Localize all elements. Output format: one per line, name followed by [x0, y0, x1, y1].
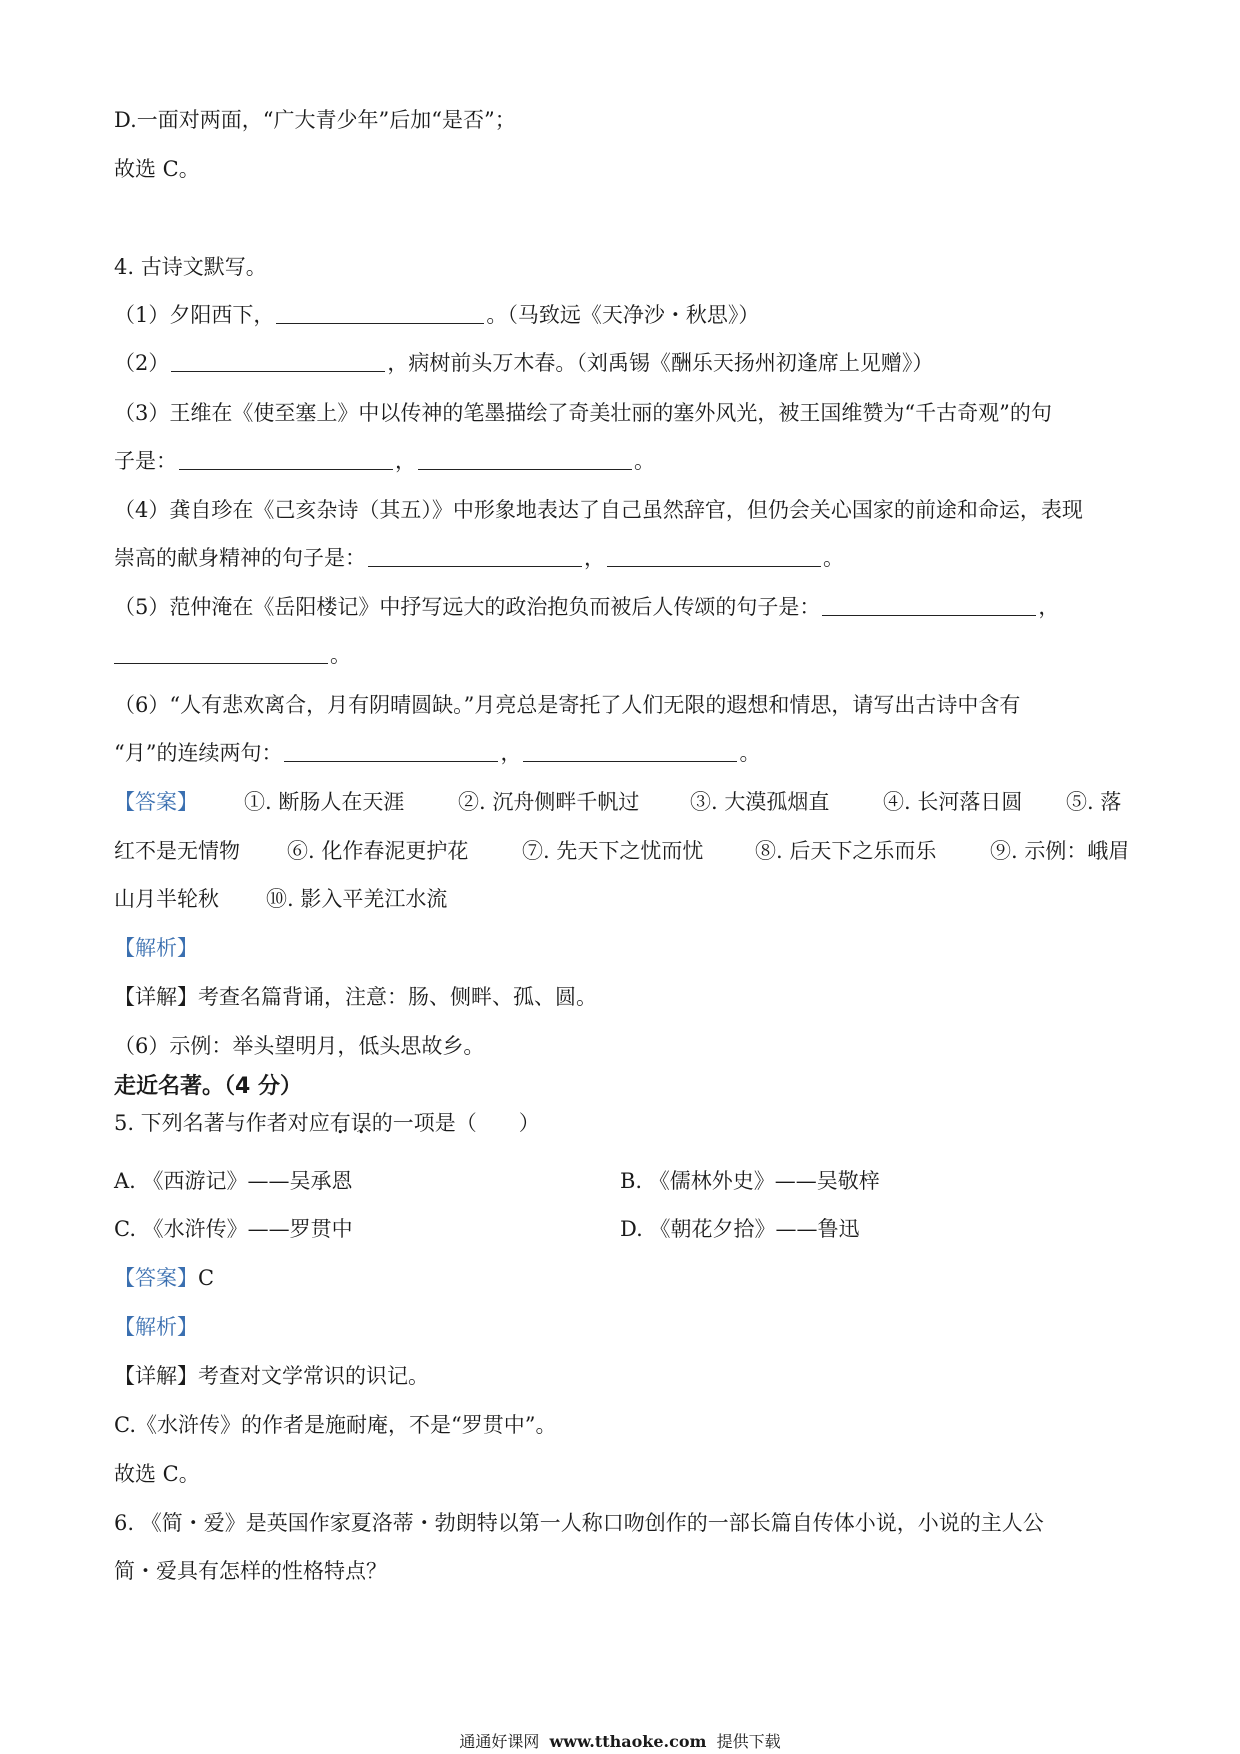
q5-answer-value: C [198, 1266, 215, 1290]
q4-detail: 【详解】考查名篇背诵，注意：肠、侧畔、孤、圆。 [114, 985, 597, 1009]
q5-stem-text: 5. 下列名著与作者对应 [114, 1111, 330, 1135]
q4-part3-line1: （3）王维在《使至塞上》中以传神的笔墨描绘了奇美壮丽的塞外风光，被王国维赞为“千古奇观”的句 [114, 401, 1052, 425]
q6-line2: 简・爱具有怎样的性格特点？ [114, 1559, 387, 1583]
q4-title: 4. 古诗文默写。 [114, 255, 267, 279]
q4-part5-prefix: （5）范仲淹在《岳阳楼记》中抒写远大的政治抱负而被后人传颂的句子是： [114, 595, 821, 619]
q5-option-c: C. 《水浒传》——罗贯中 [114, 1217, 353, 1241]
q4-part1-prefix: （1）夕阳西下， [114, 303, 275, 327]
page-footer [0, 1729, 1240, 1752]
q4-part6-line1: （6）“人有悲欢离合，月有阴晴圆缺。”月亮总是寄托了人们无限的遐想和情思，请写出古诗中含有 [114, 693, 1021, 717]
q4-part4-line1: （4）龚自珍在《己亥杂诗（其五）》中形象地表达了自己虽然辞官，但仍会关心国家的前途和命运，表现 [114, 498, 1083, 522]
q4-part5-line2 [114, 640, 351, 670]
q3-option-d: D.一面对两面，“广大青少年”后加“是否”； [114, 108, 516, 132]
q5-option-d: D. 《朝花夕拾》——鲁迅 [620, 1217, 860, 1241]
q4-part4-line2 [114, 543, 844, 573]
q3-choose: 故选 C。 [114, 157, 200, 181]
footer-site: 通通好课网 [459, 1732, 540, 1751]
q5-choose: 故选 C。 [114, 1462, 200, 1486]
q5-detail: 【详解】考查对文学常识的识记。 [114, 1364, 429, 1388]
q5-option-b: B. 《儒林外史》——吴敬梓 [620, 1169, 880, 1193]
emphasis-char: 有 [329, 1111, 351, 1135]
answer-item: ⑥. 化作春泥更护花 [287, 839, 469, 863]
answer-item: ④. 长河落日圆 [883, 790, 1023, 814]
q4-part3-line2 [114, 446, 655, 476]
q5-option-a: A. 《西游记》——吴承恩 [114, 1169, 353, 1193]
q4-part4-prefix: 崇高的献身精神的句子是： [114, 546, 366, 570]
q4-analysis-tag: 【解析】 [114, 936, 198, 960]
footer-url[interactable]: www.tthaoke.com [549, 1732, 707, 1751]
answer-blank[interactable] [523, 739, 737, 762]
answer-item: 红不是无情物 [114, 839, 240, 863]
q4-part1 [114, 300, 759, 330]
q4-part6-prefix: “月”的连续两句： [114, 741, 283, 765]
answer-item: ⑦. 先天下之忧而忧 [522, 839, 704, 863]
q4-part1-source: 。（马致远《天净沙・秋思》） [486, 303, 760, 327]
answer-item: ⑩. 影入平羌江水流 [266, 887, 448, 911]
q4-part3-prefix: 子是： [114, 449, 177, 473]
answer-item: ③. 大漠孤烟直 [690, 790, 830, 814]
answer-item: ②. 沉舟侧畔千帆过 [458, 790, 640, 814]
q4-answer-tag: 【答案】 [114, 790, 198, 814]
q5-explain: C.《水浒传》的作者是施耐庵，不是“罗贯中”。 [114, 1413, 557, 1437]
q4-part6-line2 [114, 738, 760, 768]
q4-part2-prefix: （2） [114, 351, 170, 375]
answer-blank[interactable] [607, 544, 821, 567]
answer-item: 山月半轮秋 [114, 887, 219, 911]
comma: ， [1038, 595, 1060, 619]
q5-stem [114, 1108, 540, 1138]
comma: ， [500, 741, 522, 765]
answer-blank[interactable] [179, 447, 393, 470]
period: 。 [823, 546, 844, 570]
q5-stem-tail: 的一项是（ ） [371, 1111, 540, 1135]
answer-blank[interactable] [822, 593, 1036, 616]
answer-blank[interactable] [114, 641, 328, 664]
period: 。 [634, 449, 655, 473]
answer-item: ⑨. 示例：峨眉 [990, 839, 1130, 863]
q4-part2 [114, 348, 933, 378]
answer-blank[interactable] [171, 349, 385, 372]
footer-note: 提供下载 [716, 1732, 781, 1751]
q4-part5-line1 [114, 592, 1059, 622]
comma: ， [395, 449, 416, 473]
answer-blank[interactable] [368, 544, 582, 567]
answer-item: ①. 断肠人在天涯 [244, 790, 405, 814]
q5-analysis-tag: 【解析】 [114, 1315, 198, 1339]
answer-blank[interactable] [418, 447, 632, 470]
emphasis-char: 误 [350, 1111, 372, 1135]
q5-answer-tag: 【答案】 [114, 1266, 198, 1290]
answer-item: ⑤. 落 [1066, 790, 1122, 814]
answer-item: ⑧. 后天下之乐而乐 [755, 839, 937, 863]
section-heading: 走近名著。（4 分） [114, 1074, 302, 1099]
q4-part2-source: ，病树前头万木春。（刘禹锡《酬乐天扬州初逢席上见赠》） [387, 351, 934, 375]
period: 。 [330, 643, 351, 667]
q6-line1: 6. 《简・爱》是英国作家夏洛蒂・勃朗特以第一人称口吻创作的一部长篇自传体小说，小说的主人公 [114, 1511, 1044, 1535]
q5-answer [114, 1263, 214, 1293]
period: 。 [739, 741, 761, 765]
comma: ， [584, 546, 605, 570]
q4-example: （6）示例：举头望明月，低头思故乡。 [114, 1034, 485, 1058]
answer-blank[interactable] [284, 739, 498, 762]
answer-blank[interactable] [276, 301, 484, 324]
